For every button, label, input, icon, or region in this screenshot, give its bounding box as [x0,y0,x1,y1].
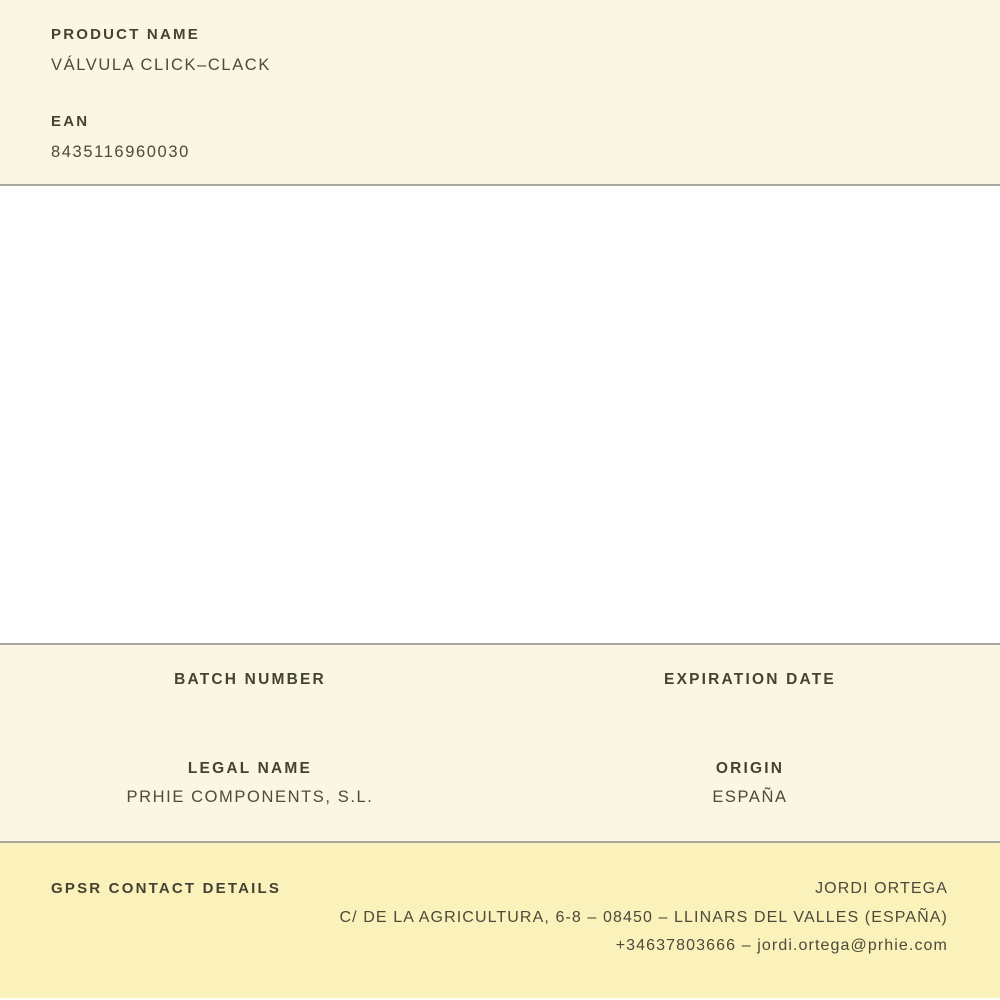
expiration-date-label: EXPIRATION DATE [664,671,836,688]
gpsr-contact-block [340,879,949,956]
product-name-field [51,26,949,75]
product-image-placeholder [0,186,1000,645]
product-name-label: PRODUCT NAME [51,26,200,43]
origin-label: ORIGIN [715,760,785,777]
batch-number-field [0,671,500,698]
legal-name-field [0,760,500,807]
contact-person-name: JORDI ORTEGA [815,880,948,897]
ean-field [51,113,949,162]
legal-origin-row [0,760,1000,807]
product-name-value: VÁLVULA CLICK–CLACK [51,56,271,74]
origin-value: ESPAÑA [712,788,788,806]
gpsr-contact-section [0,843,1000,998]
contact-phone-email: +34637803666 – jordi.ortega@prhie.com [615,937,948,954]
gpsr-contact-label: GPSR CONTACT DETAILS [51,880,282,897]
legal-name-value: PRHIE COMPONENTS, S.L. [126,788,374,806]
batch-info-section [0,645,1000,843]
ean-label: EAN [51,113,90,130]
product-header-section [0,0,1000,186]
legal-name-label: LEGAL NAME [187,760,313,777]
contact-address: C/ DE LA AGRICULTURA, 6-8 – 08450 – LLINARS DEL VALLES (ESPAÑA) [339,908,948,926]
batch-expiration-row [0,671,1000,698]
origin-field [500,760,1000,807]
batch-number-label: BATCH NUMBER [174,671,326,688]
ean-value: 8435116960030 [51,143,190,161]
expiration-date-field [500,671,1000,698]
